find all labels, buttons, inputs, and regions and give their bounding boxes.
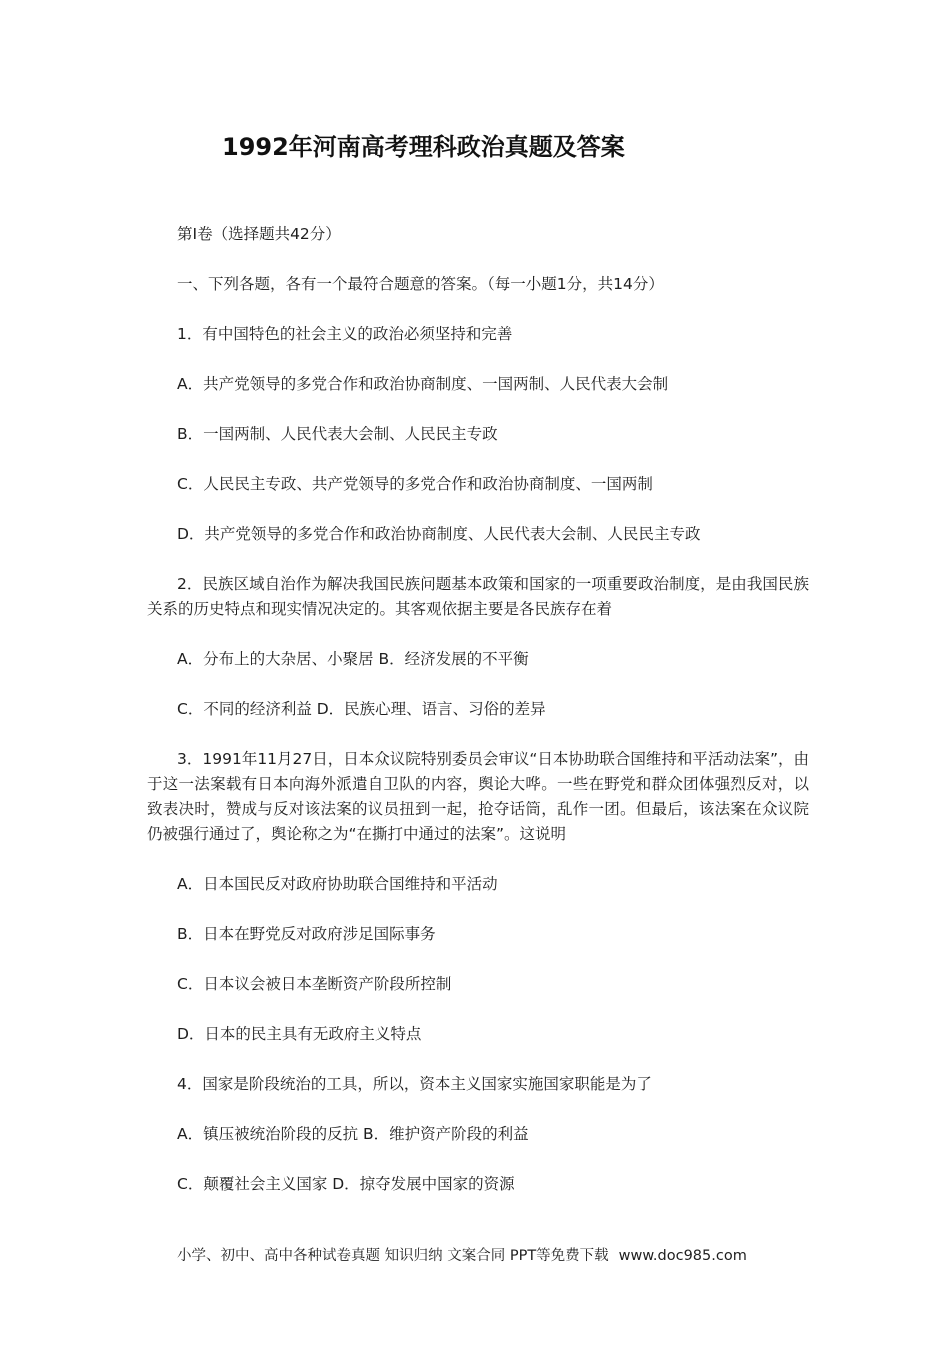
footer-url[interactable]: www.doc985.com [618,1248,747,1264]
question-4-options-ab: A．镇压被统治阶段的反抗 B．维护资产阶段的利益 [177,1125,529,1143]
question-3-option-b: B．日本在野党反对政府涉足国际事务 [177,925,436,943]
question-3-block [147,747,809,847]
footer-text: 小学、初中、高中各种试卷真题 知识归纳 文案合同 PPT等免费下载 [177,1248,609,1264]
question-3-option-c: C．日本议会被日本垄断资产阶段所控制 [177,975,452,993]
question-2-stem: 2．民族区域自治作为解决我国民族问题基本政策和国家的一项重要政治制度，是由我国民族关系的历史特点和现实情况决定的。其客观依据主要是各民族存在着 [147,575,809,618]
question-3-option-a: A．日本国民反对政府协助联合国维持和平活动 [177,875,498,893]
question-3-stem: 3．1991年11月27日，日本众议院特别委员会审议“日本协助联合国维持和平活动法案”，由于这一法案载有日本向海外派遣自卫队的内容，舆论大哗。一些在野党和群众团体强烈反对，以致表决时，赞成与反对该法案的议员扭到一起，抢夺话筒，乱作一团。但最后，该法案在众议院仍被强行通过了，舆论称之为“在撕打中通过的法案”。这说明 [147,750,809,843]
question-2-options-ab: A．分布上的大杂居、小聚居 B．经济发展的不平衡 [177,650,529,668]
question-2-block [147,572,809,622]
page-footer [177,1244,747,1268]
question-2-options-cd: C．不同的经济利益 D．民族心理、语言、习俗的差异 [177,700,546,718]
question-1-option-d: D．共产党领导的多党合作和政治协商制度、人民代表大会制、人民民主专政 [177,525,701,543]
question-1-stem: 1．有中国特色的社会主义的政治必须坚持和完善 [177,325,513,343]
question-3-option-d: D．日本的民主具有无政府主义特点 [177,1025,422,1043]
part-heading: 第I卷（选择题共42分） [177,225,341,243]
question-1-option-b: B．一国两制、人民代表大会制、人民民主专政 [177,425,498,443]
question-1-option-a: A．共产党领导的多党合作和政治协商制度、一国两制、人民代表大会制 [177,375,669,393]
question-4-stem: 4．国家是阶段统治的工具，所以，资本主义国家实施国家职能是为了 [177,1075,652,1093]
question-1-option-c: C．人民民主专政、共产党领导的多党合作和政治协商制度、一国两制 [177,475,653,493]
question-4-options-cd: C．颠覆社会主义国家 D．掠夺发展中国家的资源 [177,1175,515,1193]
section-heading: 一、下列各题，各有一个最符合题意的答案。（每一小题1分，共14分） [177,275,664,293]
page-title: 1992年河南高考理科政治真题及答案 [222,133,625,161]
